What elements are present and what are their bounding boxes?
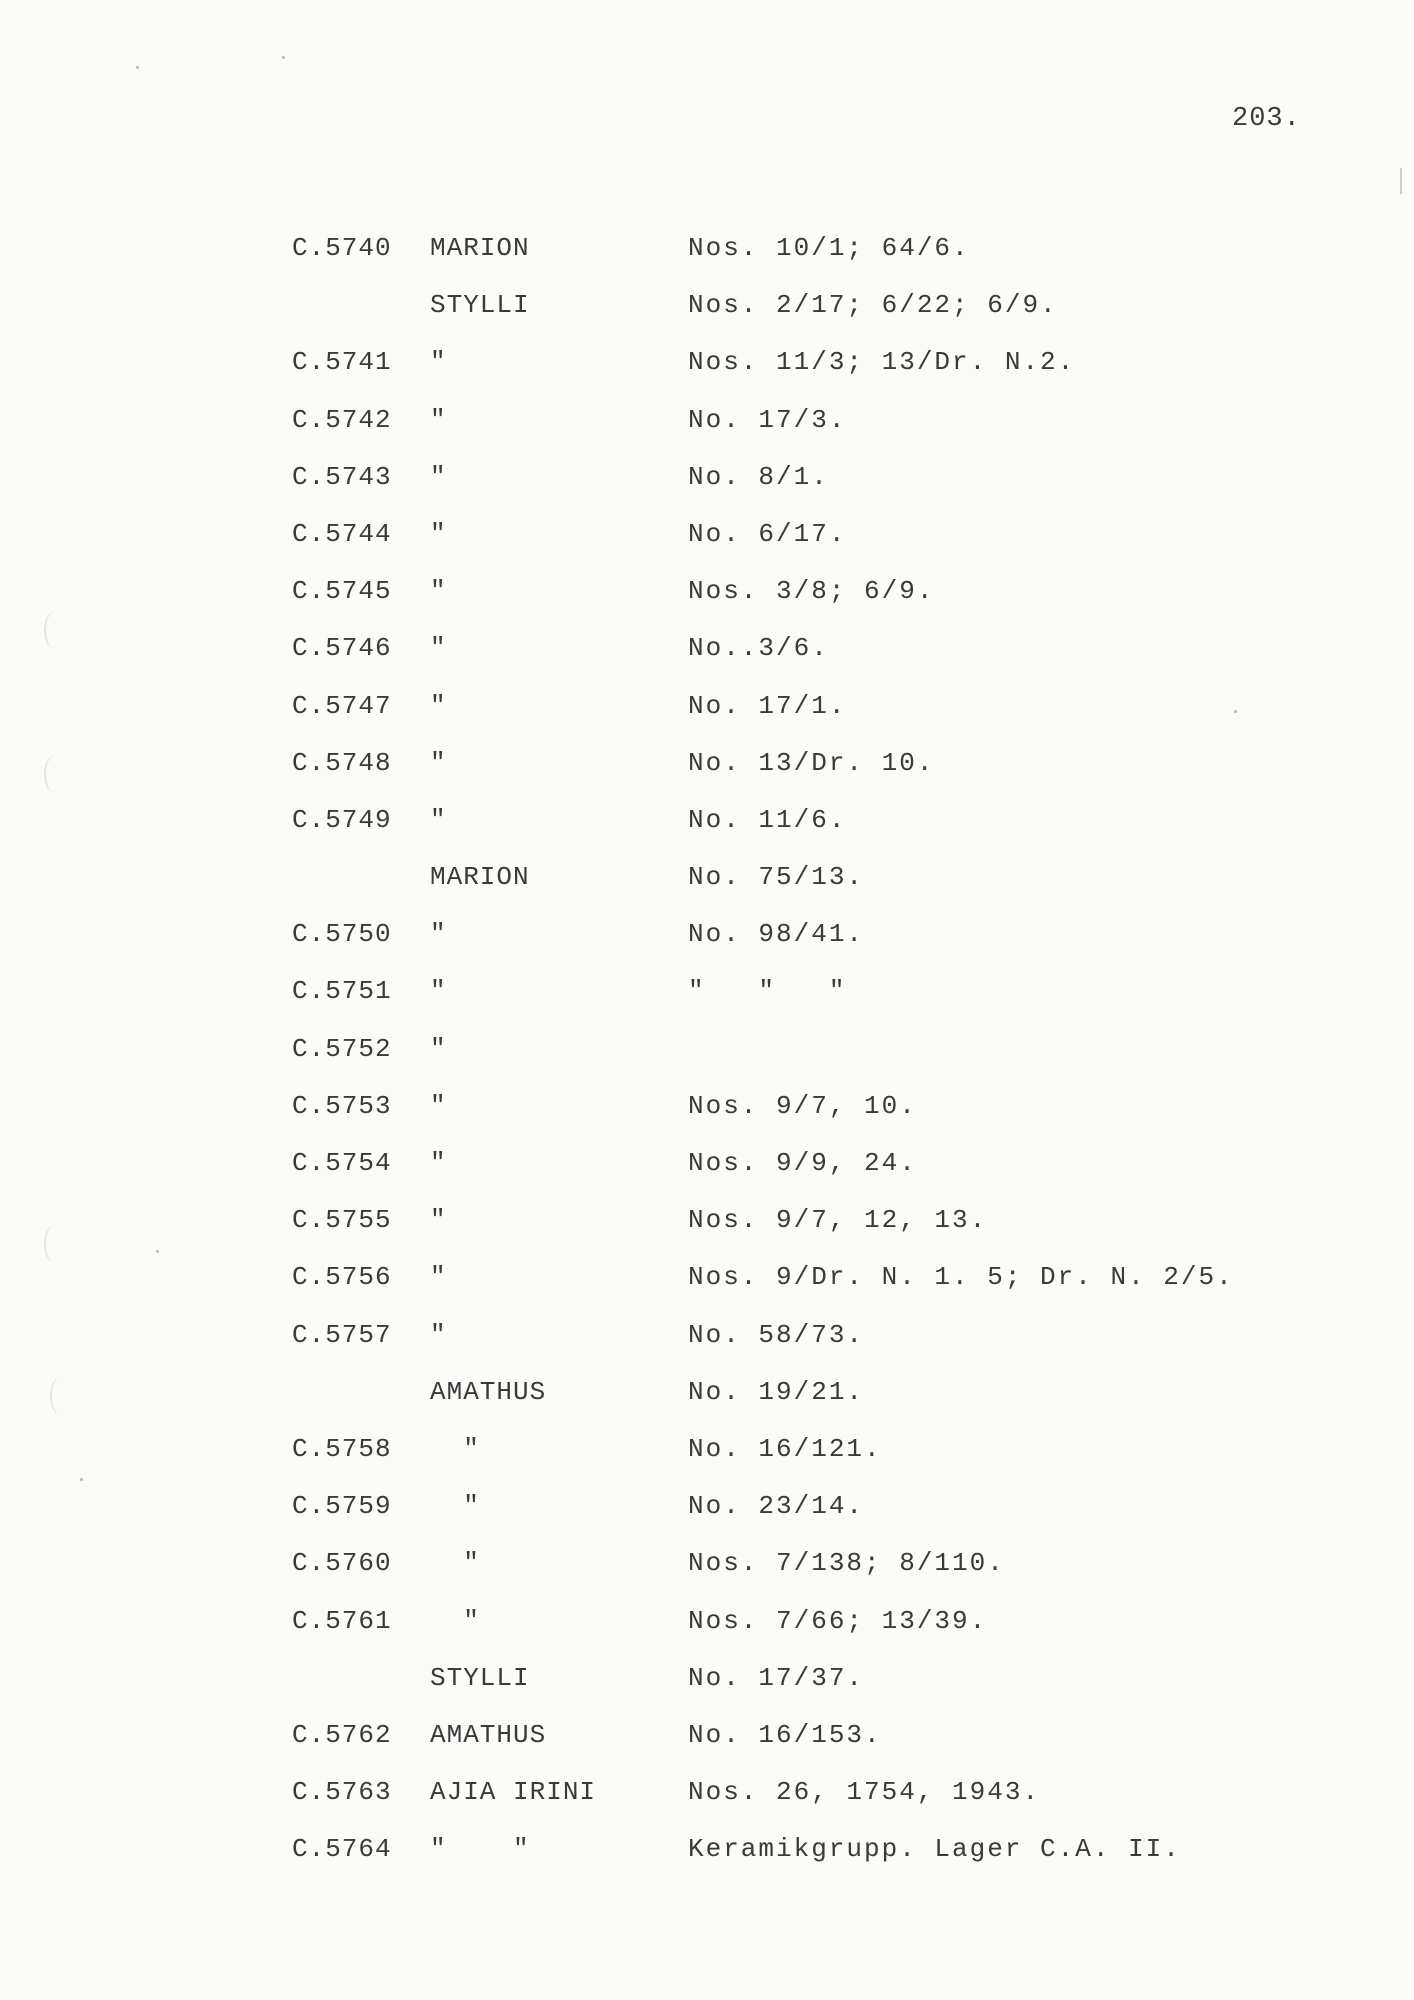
page-number: 203. — [1232, 104, 1301, 134]
entry-row — [0, 1143, 1414, 1200]
entry-row — [0, 1315, 1414, 1372]
entry-site: STYLLI — [430, 290, 530, 321]
entry-row — [0, 1029, 1414, 1086]
entry-refs: No. 8/1. — [688, 461, 829, 492]
entry-row — [0, 1829, 1414, 1886]
entry-site: " — [430, 518, 447, 549]
entry-row — [0, 1543, 1414, 1600]
entry-site: STYLLI — [430, 1662, 530, 1693]
entry-row — [0, 743, 1414, 800]
speck — [282, 56, 285, 59]
entry-row — [0, 1658, 1414, 1715]
entry-number: C.5760 — [292, 1548, 392, 1579]
entry-site: " — [430, 690, 447, 721]
entry-site: " — [430, 976, 447, 1007]
entry-refs: No. 17/3. — [688, 404, 847, 435]
entry-refs: Keramikgrupp. Lager C.A. II. — [688, 1834, 1181, 1865]
entry-refs: No. 23/14. — [688, 1491, 865, 1522]
entry-number: C.5747 — [292, 690, 392, 721]
entry-site: " — [430, 747, 447, 778]
entry-site: " — [430, 1262, 447, 1293]
entry-row — [0, 857, 1414, 914]
entry-site: " — [430, 1033, 447, 1064]
entry-refs: Nos. 9/7, 10. — [688, 1090, 917, 1121]
entry-site: " — [430, 1319, 447, 1350]
catalogue-list — [0, 228, 1414, 1886]
entry-site: " — [430, 1148, 447, 1178]
entry-site: AMATHUS — [430, 1719, 547, 1750]
entry-site: MARION — [430, 233, 530, 263]
entry-refs: No. 75/13. — [688, 862, 865, 893]
entry-site: " " — [430, 1834, 530, 1865]
entry-site: " — [430, 404, 447, 435]
entry-refs: " " " — [688, 976, 847, 1007]
entry-refs: Nos. 7/66; 13/39. — [688, 1605, 988, 1636]
entry-site: " — [430, 1433, 480, 1464]
entry-site: " — [430, 1090, 447, 1121]
edge-mark — [1400, 168, 1402, 194]
entry-site: " — [430, 576, 447, 607]
entry-row — [0, 400, 1414, 457]
entry-number: C.5755 — [292, 1205, 392, 1236]
entry-number: C.5763 — [292, 1777, 392, 1808]
entry-number: C.5764 — [292, 1834, 392, 1865]
entry-refs: Nos. 2/17; 6/22; 6/9. — [688, 290, 1058, 321]
entry-refs: No. 19/21. — [688, 1376, 865, 1407]
entry-refs: Nos. 10/1; 64/6. — [688, 233, 970, 263]
entry-number: C.5759 — [292, 1491, 392, 1522]
entry-refs: No. 17/37. — [688, 1662, 865, 1693]
entry-row — [0, 1257, 1414, 1314]
entry-refs: No. 58/73. — [688, 1319, 865, 1350]
entry-number: C.5745 — [292, 576, 392, 607]
entry-number: C.5750 — [292, 919, 392, 950]
entry-refs: No. 6/17. — [688, 518, 847, 549]
entry-number: C.5753 — [292, 1090, 392, 1121]
entry-number: C.5756 — [292, 1262, 392, 1293]
entry-row — [0, 1715, 1414, 1772]
entry-site: AMATHUS — [430, 1376, 547, 1407]
entry-row — [0, 628, 1414, 685]
entry-site: " — [430, 1491, 480, 1522]
entry-number: C.5742 — [292, 404, 392, 435]
entry-number: C.5752 — [292, 1033, 392, 1064]
entry-number: C.5751 — [292, 976, 392, 1007]
entry-row — [0, 342, 1414, 399]
entry-refs: No..3/6. — [688, 633, 829, 664]
entry-number: C.5741 — [292, 347, 392, 378]
entry-number: C.5758 — [292, 1433, 392, 1464]
entry-site: " — [430, 461, 447, 492]
entry-row — [0, 1486, 1414, 1543]
entry-number: C.5762 — [292, 1719, 392, 1750]
entry-row — [0, 1372, 1414, 1429]
entry-site: " — [430, 347, 447, 378]
entry-row — [0, 514, 1414, 571]
entry-number: C.5744 — [292, 518, 392, 549]
entry-row — [0, 1601, 1414, 1658]
entry-row — [0, 457, 1414, 514]
entry-row — [0, 1086, 1414, 1143]
entry-site: " — [430, 633, 447, 664]
entry-row — [0, 914, 1414, 971]
entry-number: C.5761 — [292, 1605, 392, 1636]
speck — [136, 66, 139, 69]
entry-refs: No. 16/153. — [688, 1719, 882, 1750]
entry-refs: Nos. 11/3; 13/Dr. N.2. — [688, 347, 1076, 378]
entry-site: MARION — [430, 862, 530, 893]
entry-site: " — [430, 804, 447, 835]
entry-refs: No. 13/Dr. 10. — [688, 747, 935, 778]
entry-refs: Nos. 26, 1754, 1943. — [688, 1777, 1041, 1808]
entry-row — [0, 1429, 1414, 1486]
entry-refs: Nos. 9/Dr. N. 1. 5; Dr. N. 2/5. — [688, 1262, 1234, 1293]
entry-row — [0, 1772, 1414, 1829]
entry-number: C.5757 — [292, 1319, 392, 1350]
entry-refs: No. 17/1. — [688, 690, 847, 721]
entry-number: C.5748 — [292, 747, 392, 778]
entry-site: " — [430, 919, 447, 950]
entry-refs: No. 11/6. — [688, 804, 847, 835]
entry-row — [0, 686, 1414, 743]
entry-row — [0, 800, 1414, 857]
entry-refs: Nos. 9/7, 12, 13. — [688, 1205, 988, 1236]
entry-refs: Nos. 3/8; 6/9. — [688, 576, 935, 607]
entry-refs: No. 16/121. — [688, 1433, 882, 1464]
entry-row — [0, 1200, 1414, 1257]
entry-refs: Nos. 7/138; 8/110. — [688, 1548, 1005, 1579]
entry-site: AJIA IRINI — [430, 1777, 597, 1808]
entry-site: " — [430, 1605, 480, 1636]
entry-site: " — [430, 1548, 480, 1579]
entry-row — [0, 285, 1414, 342]
entry-site: " — [430, 1205, 447, 1236]
entry-row — [0, 571, 1414, 628]
entry-number: C.5749 — [292, 804, 392, 835]
entry-number: C.5746 — [292, 633, 392, 664]
entry-number: C.5743 — [292, 461, 392, 492]
entry-refs: No. 98/41. — [688, 919, 865, 950]
entry-number: C.5740 — [292, 233, 392, 263]
entry-row — [0, 971, 1414, 1028]
entry-number: C.5754 — [292, 1148, 392, 1178]
entry-refs: Nos. 9/9, 24. — [688, 1148, 917, 1178]
entry-row — [0, 228, 1414, 285]
